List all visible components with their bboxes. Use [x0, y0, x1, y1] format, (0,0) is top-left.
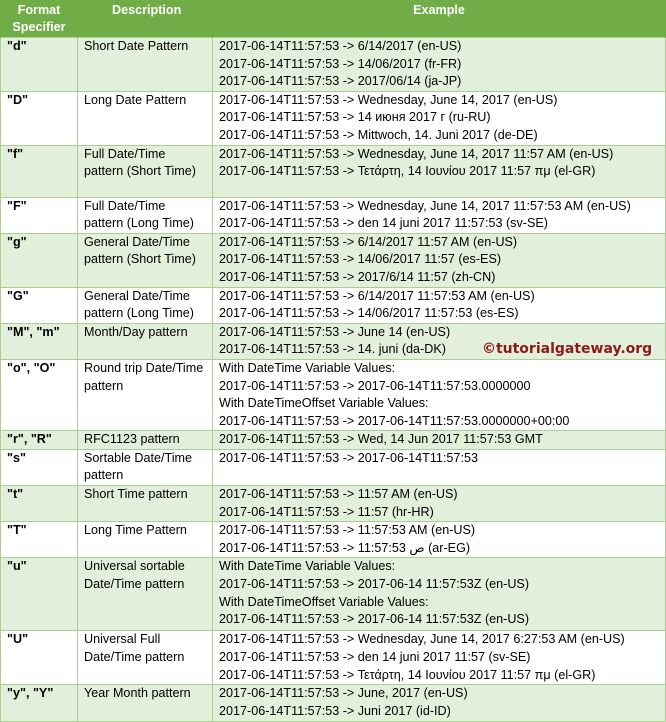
- example-line: 2017-06-14T11:57:53 -> June 14 (en-US): [219, 324, 451, 339]
- example-line: 2017-06-14T11:57:53 -> 6/14/2017 11:57:53 AM (en-US): [219, 288, 535, 303]
- example-line: 2017-06-14T11:57:53 -> 2017-06-14T11:57:53.0000000+00:00: [219, 413, 570, 428]
- table-row: [1, 431, 666, 450]
- example-line: 2017-06-14T11:57:53 -> 11:57 AM (en-US): [219, 487, 458, 502]
- example-line: 2017-06-14T11:57:53 -> 6/14/2017 11:57 AM (en-US): [219, 234, 518, 249]
- example-line: 2017-06-14T11:57:53 -> Juni 2017 (id-ID): [219, 703, 451, 718]
- examples: [213, 233, 666, 287]
- example-line: 2017-06-14T11:57:53 -> 14 июня 2017 г (ru-RU): [219, 110, 491, 125]
- example-line: 2017-06-14T11:57:53 -> Wednesday, June 14, 2017 (en-US): [219, 92, 558, 107]
- table-row: [1, 233, 666, 287]
- format-specifier: "g": [1, 233, 78, 287]
- table-row: [1, 91, 666, 145]
- description: Round trip Date/Time pattern: [78, 359, 213, 430]
- example-line: 2017-06-14T11:57:53 -> 2017-06-14T11:57:53.0000000: [219, 378, 531, 393]
- table-row: [1, 197, 666, 233]
- example-line: 2017-06-14T11:57:53 -> 2017/06/14 (ja-JP): [219, 74, 462, 89]
- example-line: 2017-06-14T11:57:53 -> 2017-06-14 11:57:53Z (en-US): [219, 577, 530, 592]
- example-line: 2017-06-14T11:57:53 -> 14/06/2017 11:57:53 (es-ES): [219, 306, 519, 321]
- example-line: 2017-06-14T11:57:53 -> 2017-06-14 11:57:53Z (en-US): [219, 612, 530, 627]
- description: Short Date Pattern: [78, 38, 213, 92]
- examples: [213, 631, 666, 685]
- format-specifier: "d": [1, 38, 78, 92]
- example-line: 2017-06-14T11:57:53 -> 6/14/2017 (en-US): [219, 39, 462, 53]
- examples: [213, 287, 666, 323]
- table-row: [1, 323, 666, 359]
- example-line: 2017-06-14T11:57:53 -> Wednesday, June 14, 2017 6:27:53 AM (en-US): [219, 632, 625, 647]
- description: General Date/Time pattern (Short Time): [78, 233, 213, 287]
- examples: [213, 522, 666, 558]
- format-specifier: "t": [1, 486, 78, 522]
- example-line: With DateTimeOffset Variable Values:: [219, 396, 429, 411]
- example-line: 2017-06-14T11:57:53 -> Wednesday, June 14, 2017 11:57 AM (en-US): [219, 146, 614, 161]
- table-row: [1, 631, 666, 685]
- example-line: 2017-06-14T11:57:53 -> 11:57:53 ص (ar-EG): [219, 540, 471, 555]
- table-row: [1, 486, 666, 522]
- format-specifier: "f": [1, 145, 78, 197]
- format-specifier: "G": [1, 287, 78, 323]
- watermark: ©tutorialgateway.org: [481, 341, 653, 358]
- description: Full Date/Time pattern (Long Time): [78, 197, 213, 233]
- header-example: Example: [213, 0, 666, 38]
- examples: [213, 486, 666, 522]
- example-line: 2017-06-14T11:57:53 -> den 14 juni 2017 11:57 (sv-SE): [219, 650, 531, 665]
- description: General Date/Time pattern (Long Time): [78, 287, 213, 323]
- example-line: 2017-06-14T11:57:53 -> 2017/6/14 11:57 (zh-CN): [219, 269, 496, 284]
- description: Full Date/Time pattern (Short Time): [78, 145, 213, 197]
- table-row: [1, 38, 666, 92]
- examples: [213, 323, 666, 359]
- table-row: [1, 145, 666, 197]
- example-line: 2017-06-14T11:57:53 -> Τετάρτη, 14 Ιουνίου 2017 11:57 πμ (el-GR): [219, 667, 596, 682]
- description: Sortable Date/Time pattern: [78, 449, 213, 485]
- description: Year Month pattern: [78, 685, 213, 722]
- example-line: 2017-06-14T11:57:53 -> Τετάρτη, 14 Ιουνίου 2017 11:57 πμ (el-GR): [219, 164, 596, 179]
- header-format-specifier: Format Specifier: [1, 0, 78, 38]
- example-line: With DateTime Variable Values:: [219, 360, 396, 375]
- header-description: Description: [78, 0, 213, 38]
- header-row: [1, 0, 666, 38]
- description: Long Date Pattern: [78, 91, 213, 145]
- format-specifier: "F": [1, 197, 78, 233]
- format-specifier: "u": [1, 558, 78, 631]
- examples: [213, 38, 666, 92]
- examples: [213, 197, 666, 233]
- table-row: [1, 359, 666, 430]
- format-specifier: "r", "R": [1, 431, 78, 450]
- description: Short Time pattern: [78, 486, 213, 522]
- example-line: [219, 341, 661, 359]
- examples: [213, 431, 666, 450]
- table-row: [1, 287, 666, 323]
- examples: [213, 449, 666, 485]
- table-row: [1, 449, 666, 485]
- format-specifier: "y", "Y": [1, 685, 78, 722]
- examples: [213, 558, 666, 631]
- example-line: 2017-06-14T11:57:53 -> Wed, 14 Jun 2017 11:57:53 GMT: [219, 432, 543, 447]
- description: Universal Full Date/Time pattern: [78, 631, 213, 685]
- examples: [213, 685, 666, 722]
- example-line: 2017-06-14T11:57:53 -> 11:57 (hr-HR): [219, 504, 434, 519]
- example-line: 2017-06-14T11:57:53 -> Wednesday, June 14, 2017 11:57:53 AM (en-US): [219, 198, 631, 213]
- table-row: [1, 558, 666, 631]
- description: Month/Day pattern: [78, 323, 213, 359]
- examples: [213, 145, 666, 197]
- example-line: 2017-06-14T11:57:53 -> Mittwoch, 14. Juni 2017 (de-DE): [219, 127, 538, 142]
- description: Universal sortable Date/Time pattern: [78, 558, 213, 631]
- format-specifier: "s": [1, 449, 78, 485]
- table-row: [1, 522, 666, 558]
- format-specifier: "o", "O": [1, 359, 78, 430]
- examples: [213, 359, 666, 430]
- description: Long Time Pattern: [78, 522, 213, 558]
- format-specifier: "D": [1, 91, 78, 145]
- example-line: 2017-06-14T11:57:53 -> 2017-06-14T11:57:53: [219, 450, 478, 465]
- example-line: 2017-06-14T11:57:53 -> 11:57:53 AM (en-US): [219, 523, 476, 538]
- example-line: With DateTimeOffset Variable Values:: [219, 594, 429, 609]
- example-line: 2017-06-14T11:57:53 -> 14/06/2017 11:57 (es-ES): [219, 252, 502, 267]
- table-row: [1, 685, 666, 722]
- example-line: 2017-06-14T11:57:53 -> June, 2017 (en-US): [219, 686, 468, 701]
- examples: [213, 91, 666, 145]
- format-specifier: "U": [1, 631, 78, 685]
- example-text: 2017-06-14T11:57:53 -> 14. juni (da-DK): [219, 342, 446, 357]
- example-line: 2017-06-14T11:57:53 -> 14/06/2017 (fr-FR): [219, 56, 462, 71]
- example-line: With DateTime Variable Values:: [219, 559, 396, 574]
- description: RFC1123 pattern: [78, 431, 213, 450]
- format-specifier: "T": [1, 522, 78, 558]
- example-line: 2017-06-14T11:57:53 -> den 14 juni 2017 11:57:53 (sv-SE): [219, 216, 548, 231]
- format-specifier: "M", "m": [1, 323, 78, 359]
